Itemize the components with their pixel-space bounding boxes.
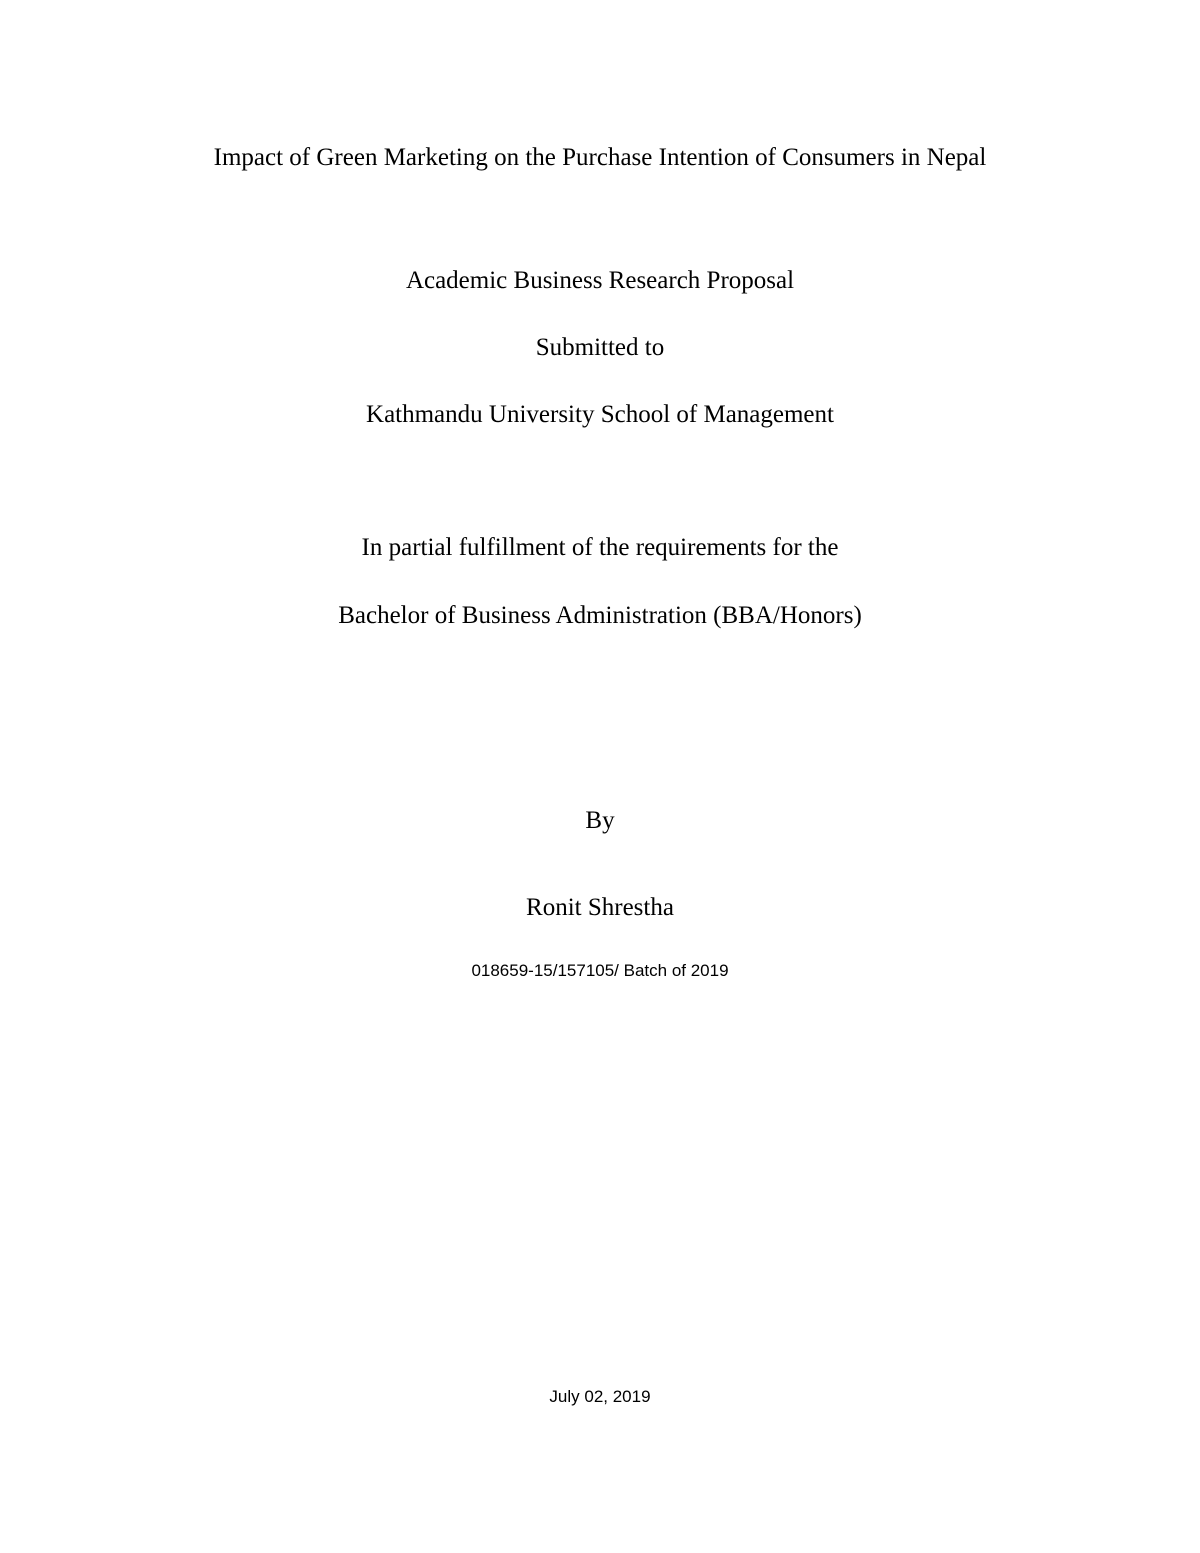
author-name: Ronit Shrestha: [526, 894, 674, 921]
by-label: By: [585, 807, 615, 834]
submitted-to-label: Submitted to: [535, 334, 665, 361]
submission-date: July 02, 2019: [549, 1387, 651, 1406]
student-id: 018659-15/157105/ Batch of 2019: [471, 961, 729, 980]
degree-name: Bachelor of Business Administration (BBA/Honors): [338, 602, 862, 629]
document-title: Impact of Green Marketing on the Purchase Intention of Consumers in Nepal: [213, 144, 987, 171]
document-type: Academic Business Research Proposal: [405, 267, 795, 294]
institution-name: Kathmandu University School of Management: [366, 401, 834, 428]
fulfillment-text: In partial fulfillment of the requirements for the: [361, 534, 839, 561]
